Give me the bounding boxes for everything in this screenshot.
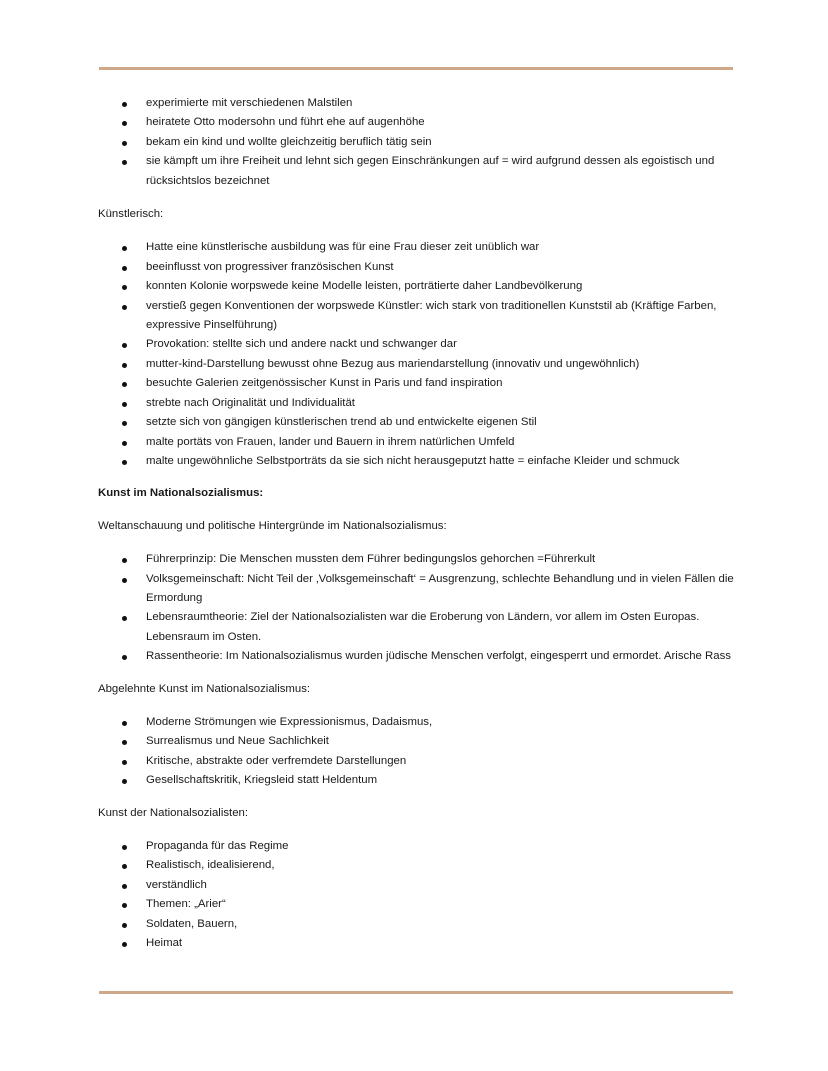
- list-item: sie kämpft um ihre Freiheit und lehnt sich gegen Einschränkungen auf = wird aufgrund dessen als egoistisch und rücksichtslos bezeichnet: [98, 152, 738, 191]
- list-item: verstieß gegen Konventionen der worpswede Künstler: wich stark von traditionellen Kunststil ab (Kräftige Farben, expressive Pinselführung): [98, 297, 738, 336]
- list-item: experimierte mit verschiedenen Malstilen: [98, 94, 738, 113]
- list-item: Propaganda für das Regime: [98, 837, 738, 856]
- list-item: Themen: „Arier“: [98, 895, 738, 914]
- list-item: Moderne Strömungen wie Expressionismus, Dadaismus,: [98, 713, 738, 732]
- section-label-kuenstlerisch: Künstlerisch:: [98, 208, 164, 221]
- list-item: beeinflusst von progressiver französischen Kunst: [98, 258, 738, 277]
- bullet-icon: [122, 102, 127, 107]
- bullet-icon: [122, 655, 127, 660]
- list-item: strebte nach Originalität und Individualität: [98, 394, 738, 413]
- list-item: Soldaten, Bauern,: [98, 915, 738, 934]
- list-item: Kritische, abstrakte oder verfremdete Darstellungen: [98, 752, 738, 771]
- bullet-icon: [122, 246, 127, 251]
- list-item: malte ungewöhnliche Selbstporträts da sie sich nicht herausgeputzt hatte = einfache Kleider und schmuck: [98, 452, 738, 471]
- section-label-weltanschauung: Weltanschauung und politische Hintergründe im Nationalsozialismus:: [98, 519, 447, 532]
- list-item: setzte sich von gängigen künstlerischen trend ab und entwickelte eigenen Stil: [98, 413, 738, 432]
- ns-kunst-list: [98, 837, 738, 953]
- bullet-icon: [122, 285, 127, 290]
- bullet-icon: [122, 760, 127, 765]
- bullet-icon: [122, 903, 127, 908]
- list-item: malte portäts von Frauen, lander und Bauern in ihrem natürlichen Umfeld: [98, 433, 738, 452]
- bullet-icon: [122, 421, 127, 426]
- bullet-icon: [122, 402, 127, 407]
- list-item: Gesellschaftskritik, Kriegsleid statt Heldentum: [98, 771, 738, 790]
- bullet-icon: [122, 740, 127, 745]
- list-item: Realistisch, idealisierend,: [98, 856, 738, 875]
- bullet-icon: [122, 845, 127, 850]
- list-item: heiratete Otto modersohn und führt ehe auf augenhöhe: [98, 113, 738, 132]
- intro-list: [98, 94, 738, 191]
- bullet-icon: [122, 460, 127, 465]
- list-item: besuchte Galerien zeitgenössischer Kunst in Paris und fand inspiration: [98, 374, 738, 393]
- bullet-icon: [122, 616, 127, 621]
- bullet-icon: [122, 923, 127, 928]
- bullet-icon: [122, 884, 127, 889]
- list-item: verständlich: [98, 876, 738, 895]
- list-item: Lebensraumtheorie: Ziel der Nationalsozialisten war die Eroberung von Ländern, vor allem im Osten Europas. Lebensraum im Osten.: [98, 608, 738, 647]
- bullet-icon: [122, 578, 127, 583]
- weltanschauung-list: [98, 550, 738, 666]
- bullet-icon: [122, 721, 127, 726]
- bullet-icon: [122, 363, 127, 368]
- list-item: Volksgemeinschaft: Nicht Teil der ‚Volksgemeinschaft‘ = Ausgrenzung, schlechte Behandlung und in vielen Fällen die Ermordung: [98, 570, 738, 609]
- bullet-icon: [122, 160, 127, 165]
- list-item: Führerprinzip: Die Menschen mussten dem Führer bedingungslos gehorchen =Führerkult: [98, 550, 738, 569]
- bullet-icon: [122, 266, 127, 271]
- bullet-icon: [122, 864, 127, 869]
- section-label-abgelehnt: Abgelehnte Kunst im Nationalsozialismus:: [98, 682, 311, 695]
- bullet-icon: [122, 121, 127, 126]
- abgelehnt-list: [98, 713, 738, 791]
- bottom-divider: [99, 991, 733, 994]
- list-item: bekam ein kind und wollte gleichzeitig beruflich tätig sein: [98, 133, 738, 152]
- section-label-ns-kunst: Kunst der Nationalsozialisten:: [98, 806, 249, 819]
- document-body: [98, 94, 738, 953]
- bullet-icon: [122, 441, 127, 446]
- bullet-icon: [122, 305, 127, 310]
- bullet-icon: [122, 558, 127, 563]
- list-item: konnten Kolonie worpswede keine Modelle leisten, porträtierte daher Landbevölkerung: [98, 277, 738, 296]
- bullet-icon: [122, 942, 127, 947]
- list-item: Provokation: stellte sich und andere nackt und schwanger dar: [98, 335, 738, 354]
- list-item: mutter-kind-Darstellung bewusst ohne Bezug aus mariendarstellung (innovativ und ungewöhnlich): [98, 355, 738, 374]
- bullet-icon: [122, 779, 127, 784]
- bullet-icon: [122, 343, 127, 348]
- bullet-icon: [122, 141, 127, 146]
- bullet-icon: [122, 382, 127, 387]
- list-item: Rassentheorie: Im Nationalsozialismus wurden jüdische Menschen verfolgt, eingesperrt und ermordet. Arische Rass: [98, 647, 738, 666]
- list-item: Heimat: [98, 934, 738, 953]
- kuenstlerisch-list: [98, 238, 738, 471]
- list-item: Hatte eine künstlerische ausbildung was für eine Frau dieser zeit unüblich war: [98, 238, 738, 257]
- top-divider: [99, 67, 733, 70]
- section-heading-ns: Kunst im Nationalsozialismus:: [98, 487, 264, 500]
- list-item: Surrealismus und Neue Sachlichkeit: [98, 732, 738, 751]
